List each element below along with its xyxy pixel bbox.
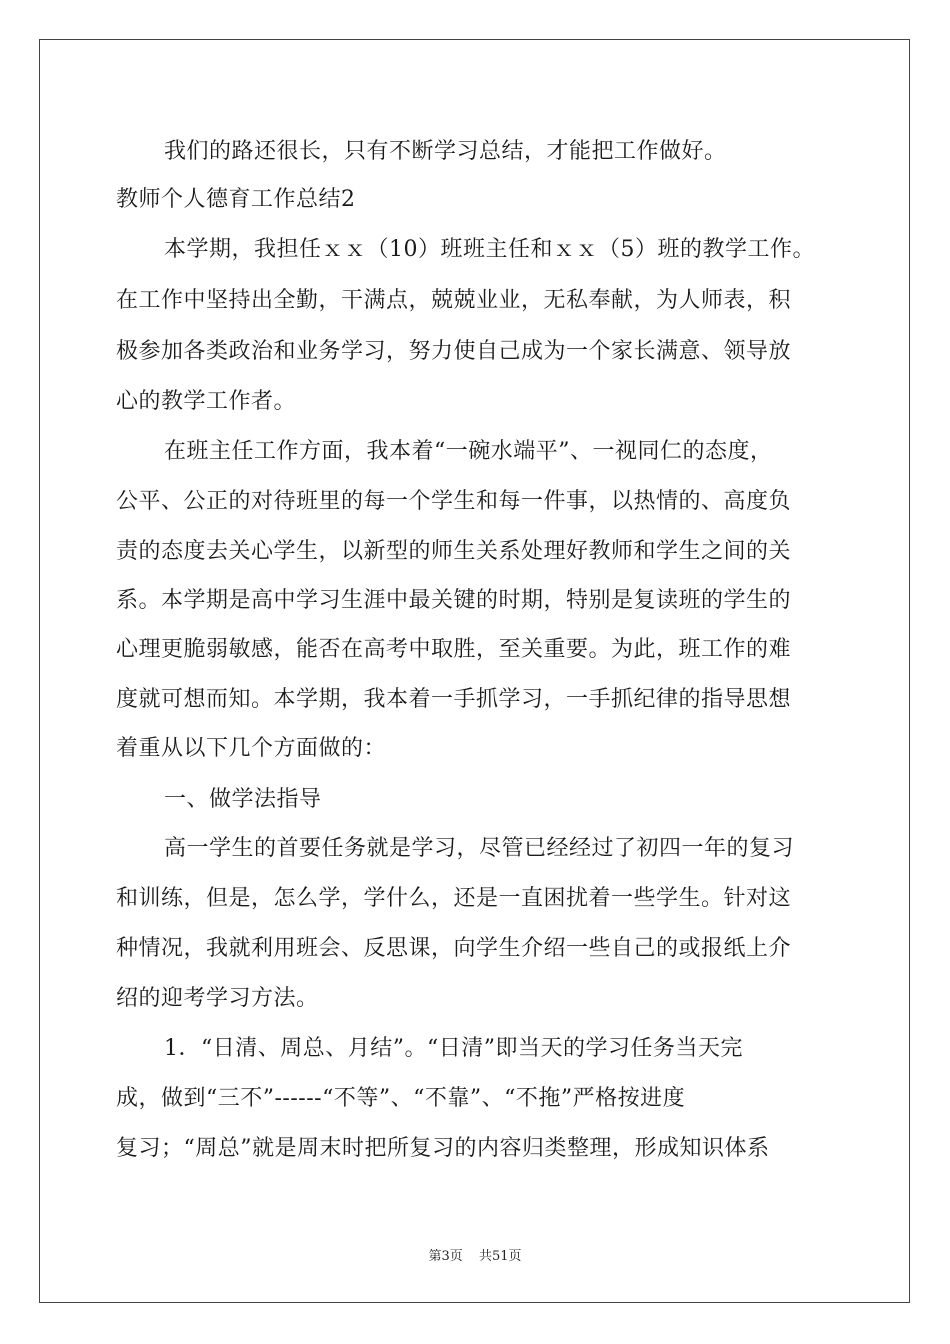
paragraph-line: 责的态度去关心学生，以新型的师生关系处理好教师和学生之间的关 (116, 539, 792, 564)
page-number: 第3页 (428, 1249, 463, 1264)
page-footer (0, 1249, 950, 1265)
paragraph-line: 在班主任工作方面，我本着“一碗水端平”、一视同仁的态度， (164, 439, 773, 464)
paragraph-line: 度就可想而知。本学期，我本着一手抓学习，一手抓纪律的指导思想 (116, 687, 792, 712)
paragraph-line: 绍的迎考学习方法。 (116, 986, 319, 1011)
paragraph-line: 系。本学期是高中学习生涯中最关键的时期，特别是复读班的学生的 (116, 588, 792, 613)
paragraph-line: 着重从以下几个方面做的： (116, 736, 387, 761)
paragraph-line: 成，做到“三不”------“不等”、“不靠”、“不拖”严格按进度 (116, 1086, 686, 1111)
paragraph-line: 公平、公正的对待班里的每一个学生和每一件事，以热情的、高度负 (116, 489, 792, 514)
paragraph-line: 本学期，我担任ｘｘ（10）班班主任和ｘｘ（5）班的教学工作。 (164, 237, 815, 262)
paragraph-line: 种情况，我就利用班会、反思课，向学生介绍一些自己的或报纸上介 (116, 936, 792, 961)
paragraph-line: 我们的路还很长，只有不断学习总结，才能把工作做好。 (164, 139, 727, 164)
subsection-heading: 一、做学法指导 (164, 787, 322, 812)
paragraph-line: 心的教学工作者。 (116, 389, 297, 414)
page-total: 共51页 (478, 1249, 522, 1264)
paragraph-line: 复习；“周总”就是周末时把所复习的内容归类整理，形成知识体系 (116, 1136, 770, 1161)
paragraph-line: 1．“日清、周总、月结”。“日清”即当天的学习任务当天完 (164, 1036, 743, 1061)
paragraph-line: 极参加各类政治和业务学习，努力使自己成为一个家长满意、领导放 (116, 339, 792, 364)
section-heading: 教师个人德育工作总结2 (116, 187, 356, 212)
paragraph-line: 在工作中坚持出全勤，干满点，兢兢业业，无私奉献，为人师表，积 (116, 288, 792, 313)
paragraph-line: 和训练，但是，怎么学，学什么，还是一直困扰着一些学生。针对这 (116, 886, 792, 911)
paragraph-line: 高一学生的首要任务就是学习，尽管已经经过了初四一年的复习 (164, 836, 795, 861)
paragraph-line: 心理更脆弱敏感，能否在高考中取胜，至关重要。为此，班工作的难 (116, 637, 792, 662)
page-border (39, 39, 910, 1303)
